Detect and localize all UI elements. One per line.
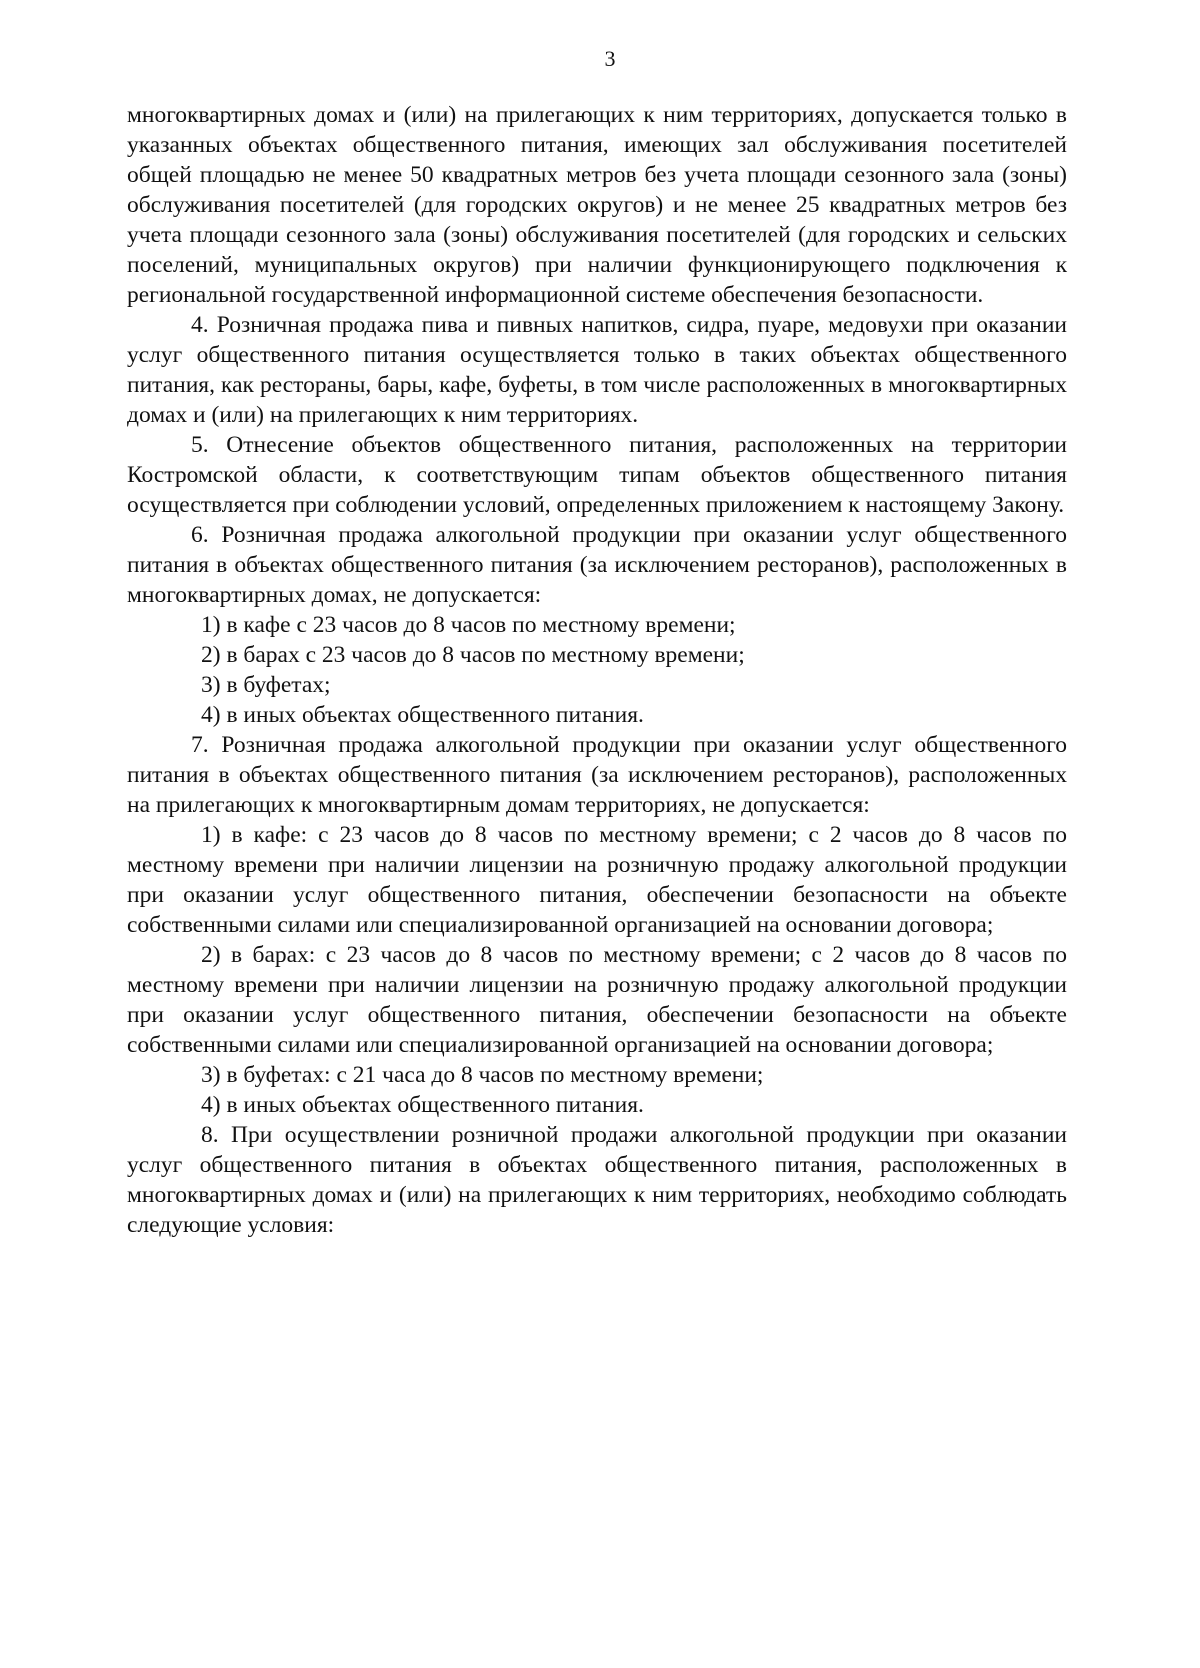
paragraph-6: 6. Розничная продажа алкогольной продукции при оказании услуг общественного питания в объектах общественного питания (за исключением ресторанов), расположенных в многоквартирных домах, не допускается: — [127, 522, 1067, 608]
paragraph-6-item-4: 4) в иных объектах общественного питания. — [201, 702, 644, 728]
paragraph-8: 8. При осуществлении розничной продажи алкогольной продукции при оказании услуг общественного питания в объектах общественного питания, расположенных в многоквартирных домах и (или) на прилегающих к ним территориях, необходимо соблюдать следующие условия: — [127, 1122, 1067, 1238]
paragraph-7-item-4: 4) в иных объектах общественного питания. — [201, 1092, 644, 1118]
paragraph-6-item-2: 2) в барах с 23 часов до 8 часов по местному времени; — [201, 642, 745, 668]
paragraph-6-item-3: 3) в буфетах; — [201, 672, 331, 698]
paragraph-7: 7. Розничная продажа алкогольной продукции при оказании услуг общественного питания в объектах общественного питания (за исключением ресторанов), расположенных на прилегающих к многоквартирным домам территориях, не допускается: — [127, 732, 1067, 818]
paragraph-4: 4. Розничная продажа пива и пивных напитков, сидра, пуаре, медовухи при оказании услуг общественного питания осуществляется только в таких объектах общественного питания, как рестораны, бары, кафе, буфеты, в том числе расположенных в многоквартирных домах и (или) на прилегающих к ним территориях. — [127, 312, 1067, 428]
document-body — [127, 100, 1067, 1240]
page-number: 3 — [604, 46, 616, 71]
paragraph-7-item-1: 1) в кафе: с 23 часов до 8 часов по местному времени; с 2 часов до 8 часов по местному времени при наличии лицензии на розничную продажу алкогольной продукции при оказании услуг общественного питания, обеспечении безопасности на объекте собственными силами или специализированной организацией на основании договора; — [127, 822, 1067, 938]
paragraph-7-item-2: 2) в барах: с 23 часов до 8 часов по местному времени; с 2 часов до 8 часов по местному времени при наличии лицензии на розничную продажу алкогольной продукции при оказании услуг общественного питания, обеспечении безопасности на объекте собственными силами или специализированной организацией на основании договора; — [127, 942, 1067, 1058]
paragraph-7-item-3: 3) в буфетах: с 21 часа до 8 часов по местному времени; — [201, 1062, 764, 1088]
paragraph-continuation: многоквартирных домах и (или) на прилегающих к ним территориях, допускается только в указанных объектах общественного питания, имеющих зал обслуживания посетителей общей площадью не менее 50 квадратных метров без учета площади сезонного зала (зоны) обслуживания посетителей (для городских округов) и не менее 25 квадратных метров без учета площади сезонного зала (зоны) обслуживания посетителей (для городских и сельских поселений, муниципальных округов) при наличии функционирующего подключения к региональной государственной информационной системе обеспечения безопасности. — [127, 102, 1067, 308]
paragraph-6-item-1: 1) в кафе с 23 часов до 8 часов по местному времени; — [201, 612, 736, 638]
paragraph-5: 5. Отнесение объектов общественного питания, расположенных на территории Костромской области, к соответствующим типам объектов общественного питания осуществляется при соблюдении условий, определенных приложением к настоящему Закону. — [127, 432, 1067, 518]
